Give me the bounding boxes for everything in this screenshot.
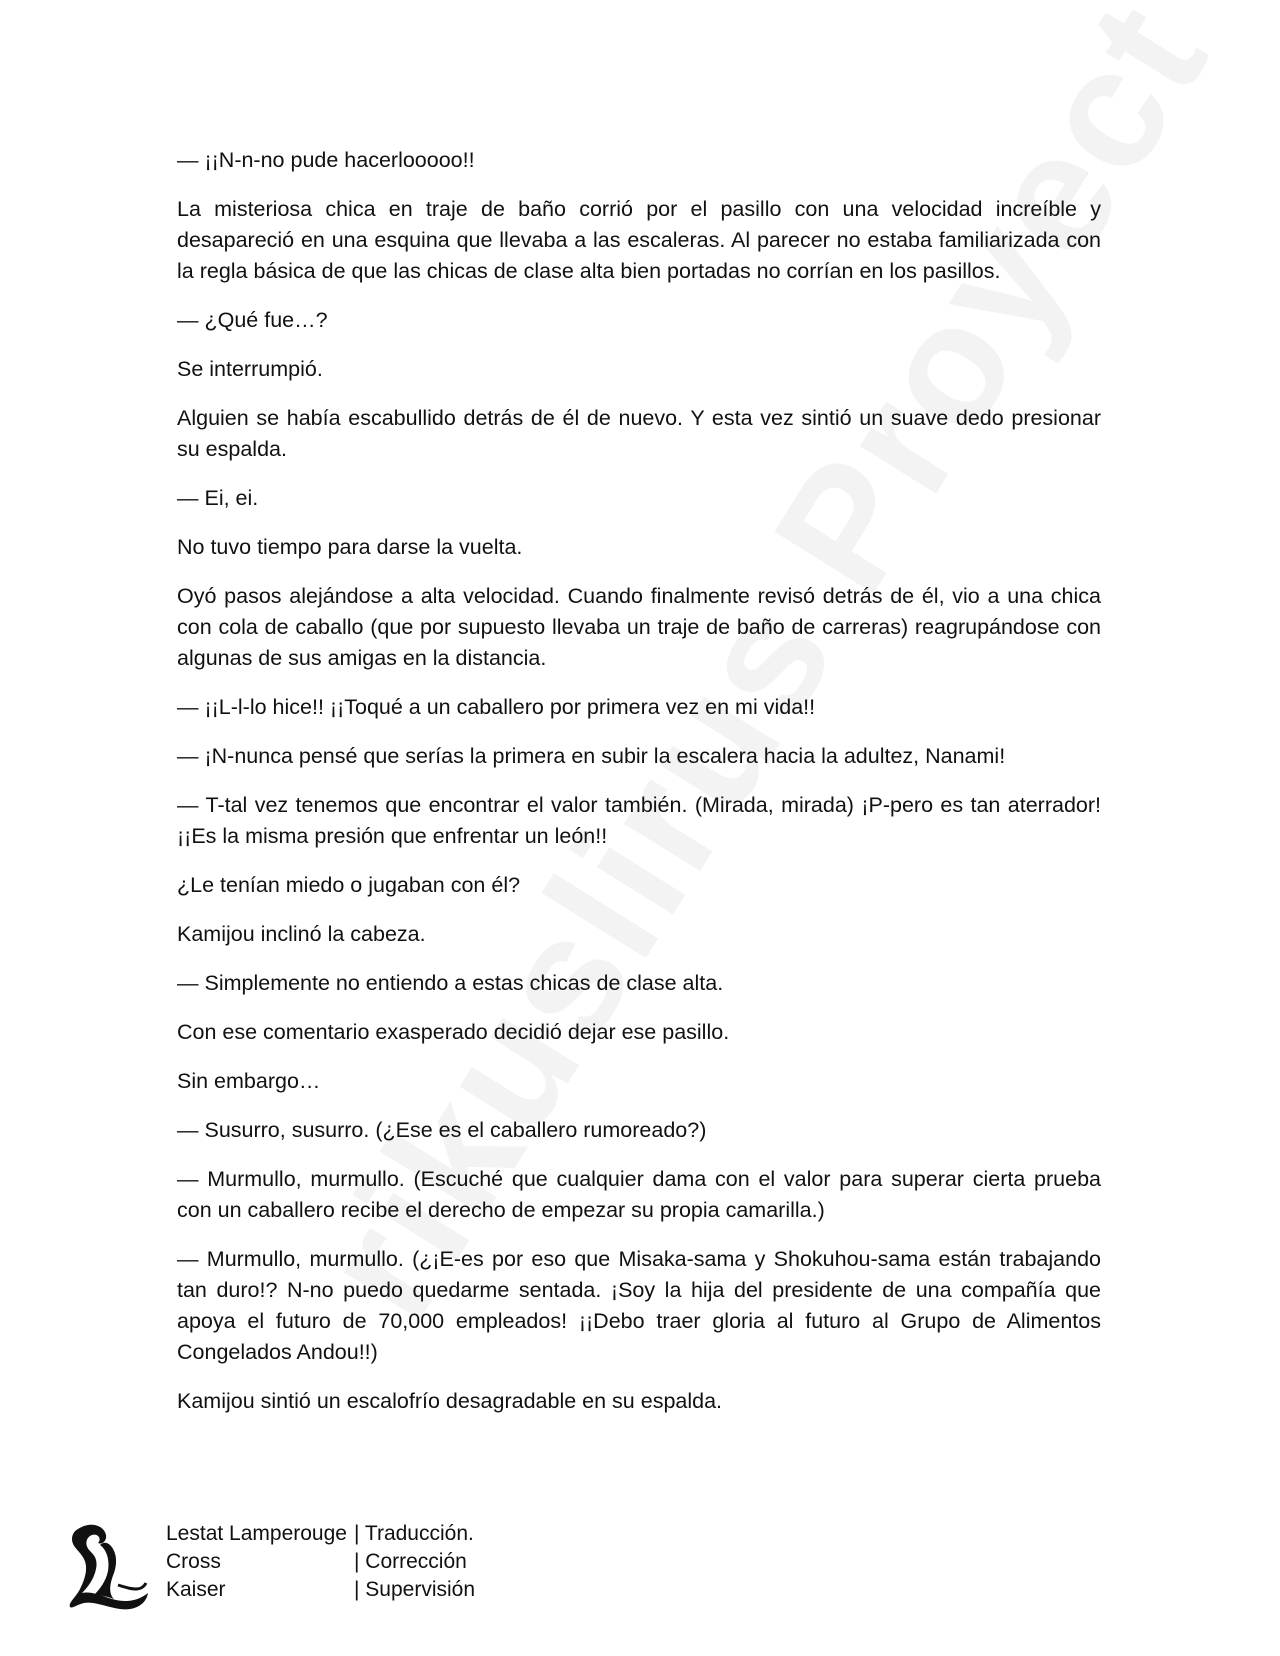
paragraph: Oyó pasos alejándose a alta velocidad. Cuando finalmente revisó detrás de él, vio a una chica con cola de caballo (que por supuesto llevaba un traje de baño de carreras) reagrupándose con algunas de sus amigas en la distancia. xyxy=(177,584,1101,670)
paragraph: — T-tal vez tenemos que encontrar el valor también. (Mirada, mirada) ¡P-pero es tan aterrador! ¡¡Es la misma presión que enfrentar un león!! xyxy=(177,793,1101,848)
credit-name: Kaiser xyxy=(166,1578,226,1601)
gothic-letter-l-logo-icon xyxy=(60,1515,170,1615)
credit-row xyxy=(166,1576,475,1604)
paragraph: — Simplemente no entiendo a estas chicas de clase alta. xyxy=(177,971,724,995)
paragraph: — ¡N-nunca pensé que serías la primera en subir la escalera hacia la adultez, Nanami! xyxy=(177,744,1006,768)
credit-name: Cross xyxy=(166,1550,221,1573)
paragraph: — ¡¡L-l-lo hice!! ¡¡Toqué a un caballero por primera vez en mi vida!! xyxy=(177,695,816,719)
paragraph: Alguien se había escabullido detrás de él de nuevo. Y esta vez sintió un suave dedo presionar su espalda. xyxy=(177,406,1101,461)
paragraph: ¿Le tenían miedo o jugaban con él? xyxy=(177,873,521,897)
paragraph: No tuvo tiempo para darse la vuelta. xyxy=(177,535,523,559)
credit-row xyxy=(166,1520,475,1548)
paragraph: — Murmullo, murmullo. (Escuché que cualquier dama con el valor para superar cierta prueba con un caballero recibe el derecho de empezar su propia camarilla.) xyxy=(177,1167,1101,1222)
page-body xyxy=(177,145,1101,1435)
paragraph: Kamijou sintió un escalofrío desagradable en su espalda. xyxy=(177,1389,723,1413)
credit-role: | Supervisión xyxy=(354,1578,476,1601)
paragraph: Con ese comentario exasperado decidió dejar ese pasillo. xyxy=(177,1020,730,1044)
credit-role: | Corrección xyxy=(354,1550,467,1573)
paragraph: — Ei, ei. xyxy=(177,486,259,510)
credit-row xyxy=(166,1548,475,1576)
paragraph: — Murmullo, murmullo. (¿¡E-es por eso que Misaka-sama y Shokuhou-sama están trabajando tan duro!? N-no puedo quedarme sentada. ¡Soy la hija del presidente de una compañía que apoya el futuro de 70,000 empleados! ¡¡Debo traer gloria al futuro al Grupo de Alimentos Congelados Andou!!) xyxy=(177,1247,1101,1364)
paragraph: — ¡¡N-n-no pude hacerlooooo!! xyxy=(177,148,475,172)
paragraph: La misteriosa chica en traje de baño corrió por el pasillo con una velocidad increíble y desapareció en una esquina que llevaba a las escaleras. Al parecer no estaba familiarizada con la regla básica de que las chicas de clase alta bien portadas no corrían en los pasillos. xyxy=(177,197,1101,283)
credits-footer xyxy=(60,1515,660,1625)
credit-name: Lestat Lamperouge xyxy=(166,1522,347,1545)
paragraph: — Susurro, susurro. (¿Ese es el caballero rumoreado?) xyxy=(177,1118,707,1142)
paragraph: Kamijou inclinó la cabeza. xyxy=(177,922,426,946)
paragraph: Sin embargo… xyxy=(177,1069,321,1093)
paragraph: Se interrumpió. xyxy=(177,357,323,381)
paragraph: — ¿Qué fue…? xyxy=(177,308,328,332)
credits-list xyxy=(166,1520,475,1604)
credit-role: | Traducción. xyxy=(354,1522,474,1545)
